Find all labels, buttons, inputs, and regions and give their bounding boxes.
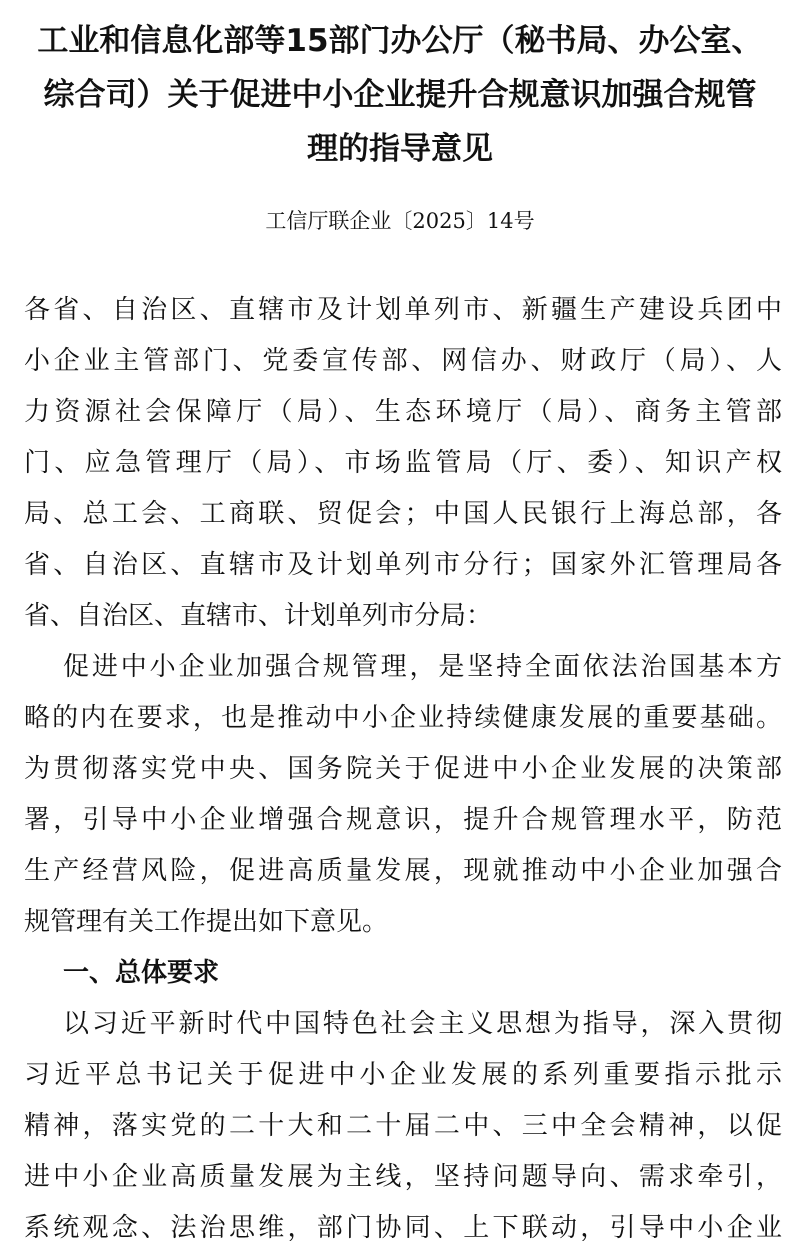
section1-line: 以习近平新时代中国特色社会主义思想为指导，深入贯彻 [63,1009,782,1039]
addressee-line: 省、自治区、直辖市、计划单列市分局： [24,601,493,631]
intro-line: 为贯彻落实党中央、国务院关于促进中小企业发展的决策部 [24,754,782,784]
section1-line: 系统观念、法治思维，部门协同、上下联动，引导中小企业 [24,1213,782,1241]
addressee-line: 门、应急管理厅（局）、市场监管局（厅、委）、知识产权 [24,448,782,478]
section1-line: 进中小企业高质量发展为主线，坚持问题导向、需求牵引， [24,1162,782,1192]
intro-line: 略的内在要求，也是推动中小企业持续健康发展的重要基础。 [24,703,782,733]
section1-line: 习近平总书记关于促进中小企业发展的系列重要指示批示 [24,1060,782,1090]
title-line-3: 理的指导意见 [307,131,493,167]
addressee-line: 各省、自治区、直辖市及计划单列市、新疆生产建设兵团中 [24,295,782,325]
section-heading: 一、总体要求 [63,958,220,988]
intro-line: 生产经营风险，促进高质量发展，现就推动中小企业加强合 [24,856,782,886]
title-line-2: 综合司）关于促进中小企业提升合规意识加强合规管 [43,77,757,113]
document-number: 工信厅联企业〔2025〕14号 [265,209,535,233]
document-title [0,14,800,176]
title-line-1: 工业和信息化部等15部门办公厅（秘书局、办公室、 [37,23,763,59]
intro-line: 促进中小企业加强合规管理，是坚持全面依法治国基本方 [63,652,782,682]
addressee-line: 力资源社会保障厅（局）、生态环境厅（局）、商务主管部 [24,397,782,427]
addressee-line: 省、自治区、直辖市及计划单列市分行；国家外汇管理局各 [24,550,782,580]
section1-line: 精神，落实党的二十大和二十届二中、三中全会精神，以促 [24,1111,782,1141]
addressee-line: 局、总工会、工商联、贸促会；中国人民银行上海总部，各 [24,499,782,529]
intro-line: 署，引导中小企业增强合规意识，提升合规管理水平，防范 [24,805,782,835]
addressee-line: 小企业主管部门、党委宣传部、网信办、财政厅（局）、人 [24,346,782,376]
intro-line: 规管理有关工作提出如下意见。 [24,907,389,937]
